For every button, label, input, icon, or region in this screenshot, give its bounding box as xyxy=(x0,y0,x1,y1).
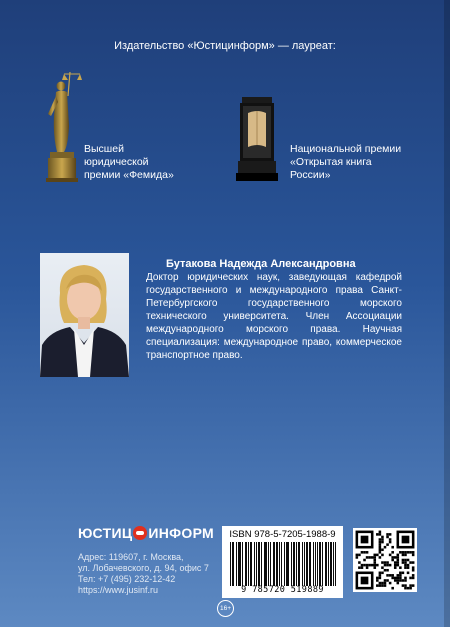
age-rating-badge: 16+ xyxy=(217,600,234,617)
publisher-logo-right: ИНФОРМ xyxy=(148,525,214,541)
award-open-book-line-2: «Открытая книга xyxy=(290,156,372,168)
isbn-number: ISBN 978-5-7205-1988-9 xyxy=(229,529,336,540)
author-bio: Доктор юридических наук, заведующая кафедрой государственного и международного права Санкт-Петербургского государственного морского технического университета. Член Ассоциации международного морского права. Научная специализация: международное право, коммерческое транспортное право. xyxy=(146,272,402,361)
award-open-book-line-1: Национальной премии xyxy=(290,143,402,155)
cover-edge-shadow xyxy=(444,0,450,627)
publisher-logo-left: ЮСТИЦ xyxy=(78,525,133,541)
award-open-book-caption xyxy=(290,143,401,182)
address-line-1: Адрес: 119607, г. Москва, xyxy=(78,552,184,562)
address-line-3: Тел: +7 (495) 232-12-42 xyxy=(78,574,176,584)
award-femida-line-3: премии «Фемида» xyxy=(84,169,174,181)
barcode-bars-icon xyxy=(230,542,336,586)
award-femida-caption xyxy=(84,143,174,182)
open-book-award-icon xyxy=(236,97,278,181)
award-femida-line-2: юридической xyxy=(84,156,149,168)
address-line-4: https://www.jusinf.ru xyxy=(78,585,159,595)
author-name: Бутакова Надежда Александровна xyxy=(166,258,356,270)
themis-statue-icon xyxy=(42,66,82,182)
publisher-laureate-heading: Издательство «Юстицинформ» — лауреат: xyxy=(114,40,336,52)
barcode-digits: 9 785720 519889 xyxy=(241,585,324,595)
qr-code-icon xyxy=(353,528,417,592)
address-line-2: ул. Лобачевского, д. 94, офис 7 xyxy=(78,563,209,573)
isbn-barcode xyxy=(222,526,343,598)
award-femida-line-1: Высшей xyxy=(84,143,124,155)
publisher-logo xyxy=(78,524,214,542)
award-open-book-line-3: России» xyxy=(290,169,331,181)
author-photo xyxy=(40,253,129,377)
publisher-logo-mark-icon xyxy=(133,526,147,540)
publisher-address xyxy=(78,552,209,596)
